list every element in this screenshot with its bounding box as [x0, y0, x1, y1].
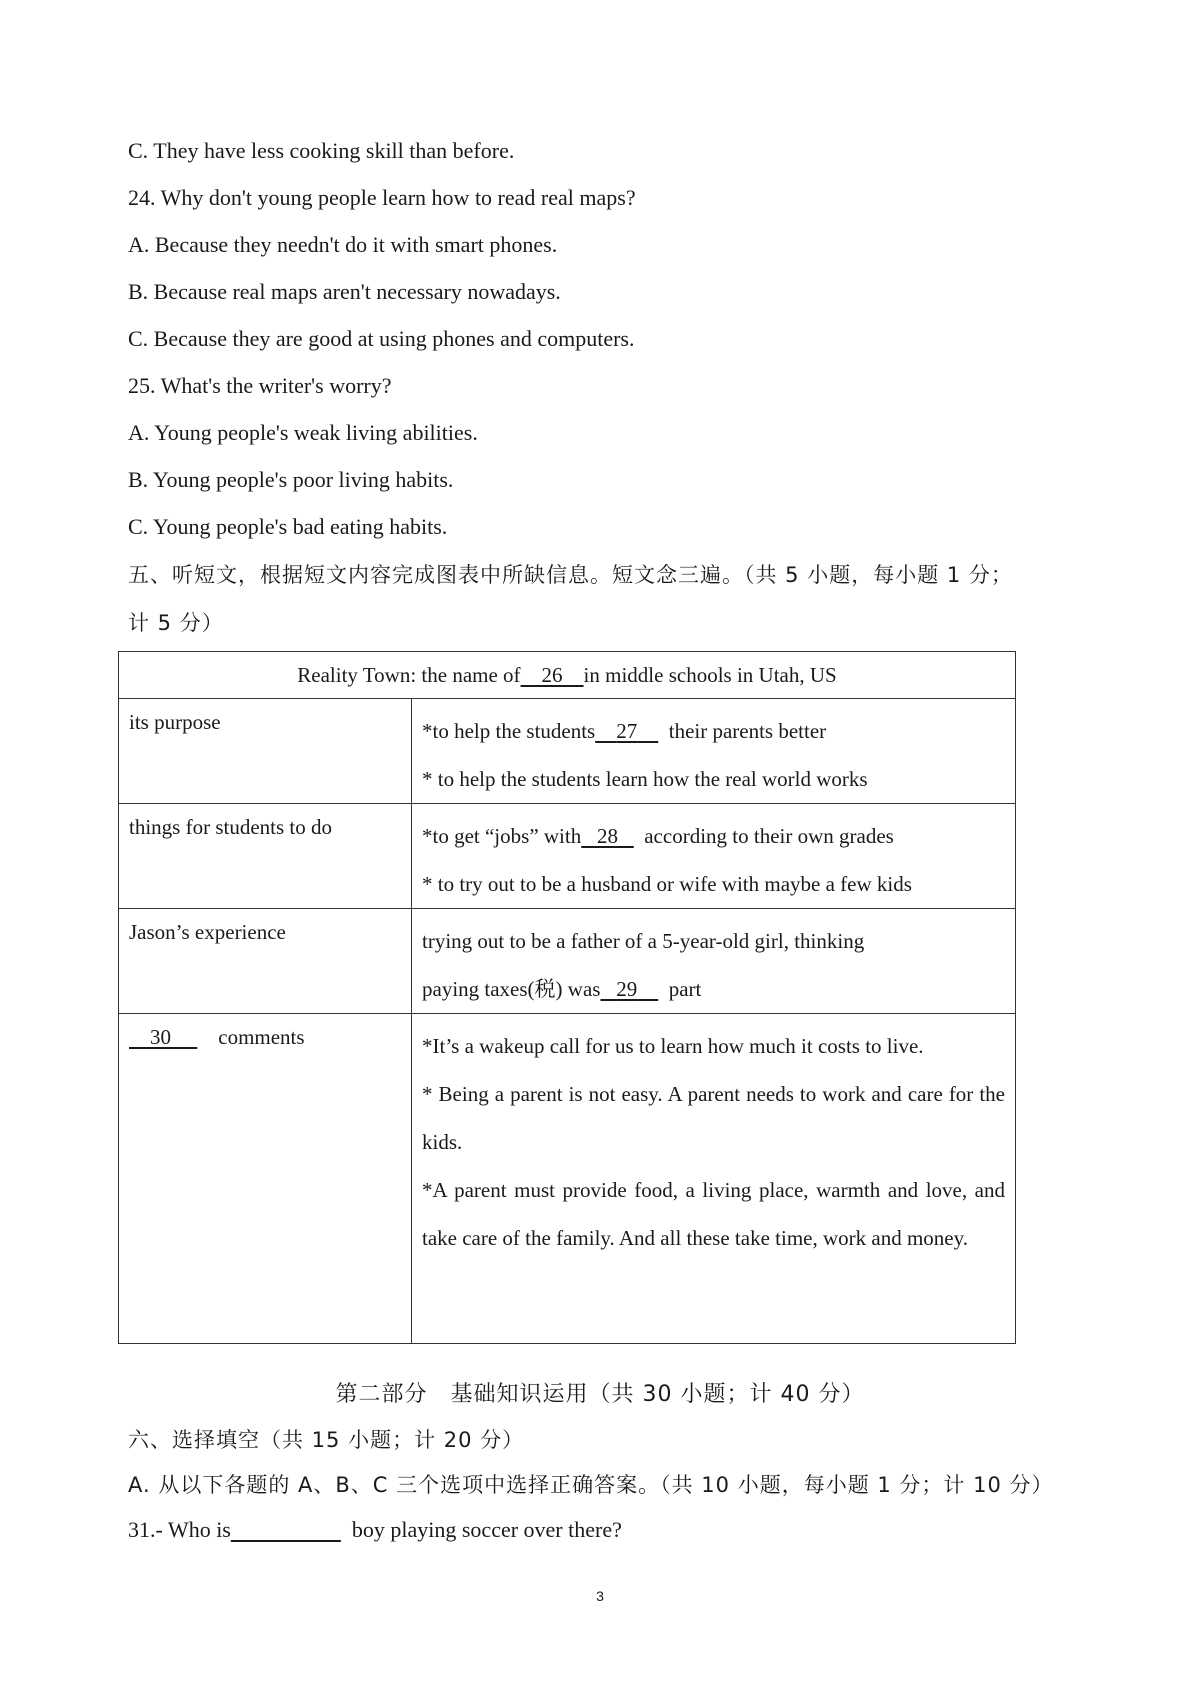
q23-option-c: C. They have less cooking skill than before. — [128, 138, 515, 163]
q31-stem: 31.- Who is boy playing soccer over there? — [128, 1517, 622, 1542]
q24-option-c: C. Because they are good at using phones and computers. — [128, 326, 635, 351]
q24-option-a: A. Because they needn't do it with smart phones. — [128, 232, 558, 257]
row-content: *to get “jobs” with 28 according to their own grades * to try out to be a husband or wife with maybe a few kids — [412, 804, 1016, 909]
blank-31 — [231, 1517, 341, 1542]
part5-instruction-line2: 计 5 分） — [128, 611, 224, 635]
section6a-instruction: A. 从以下各题的 A、B、C 三个选项中选择正确答案。（共 10 小题，每小题 1 分；计 10 分） — [128, 1473, 1054, 1497]
table-row — [119, 1014, 1016, 1344]
section6-title: 六、选择填空（共 15 小题；计 20 分） — [128, 1428, 525, 1452]
part2-title: 第二部分 基础知识运用（共 30 小题；计 40 分） — [335, 1382, 865, 1407]
q24-option-b: B. Because real maps aren't necessary nowadays. — [128, 279, 561, 304]
header-post: in middle schools in Utah, US — [583, 663, 837, 687]
q25-stem: 25. What's the writer's worry? — [128, 373, 392, 398]
page-number: 3 — [596, 1588, 604, 1604]
blank-28: 28 — [596, 824, 618, 848]
header-pre: Reality Town: the name of — [297, 663, 521, 687]
blank-30: 30 — [150, 1025, 171, 1049]
q25-option-b: B. Young people's poor living habits. — [128, 467, 454, 492]
blank-26: 26 — [541, 663, 563, 687]
table-row — [119, 909, 1016, 1014]
part5-instruction-line1: 五、听短文，根据短文内容完成图表中所缺信息。短文念三遍。（共 5 小题，每小题 1 分； — [128, 563, 1013, 587]
row-label: its purpose — [119, 699, 412, 804]
row-label: 30 comments — [119, 1014, 412, 1344]
table-header — [119, 652, 1016, 699]
q25-option-c: C. Young people's bad eating habits. — [128, 514, 448, 539]
blank-29: 29 — [616, 977, 638, 1001]
blank-27: 27 — [616, 719, 638, 743]
row-label: things for students to do — [119, 804, 412, 909]
row-content: trying out to be a father of a 5-year-old girl, thinking paying taxes(税) was 29 part — [412, 909, 1016, 1014]
table-row — [119, 699, 1016, 804]
table-row — [119, 804, 1016, 909]
q24-stem: 24. Why don't young people learn how to read real maps? — [128, 185, 636, 210]
row-content: *to help the students 27 their parents better * to help the students learn how the real world works — [412, 699, 1016, 804]
row-content: *It’s a wakeup call for us to learn how much it costs to live. * Being a parent is not easy. A parent needs to work and care for the kids. *A parent must provide food, a living place, warmth and love, and take care of the family. And all these take time, work and money. — [412, 1014, 1016, 1344]
info-table — [118, 651, 1016, 1344]
row-label: Jason’s experience — [119, 909, 412, 1014]
q25-option-a: A. Young people's weak living abilities. — [128, 420, 478, 445]
